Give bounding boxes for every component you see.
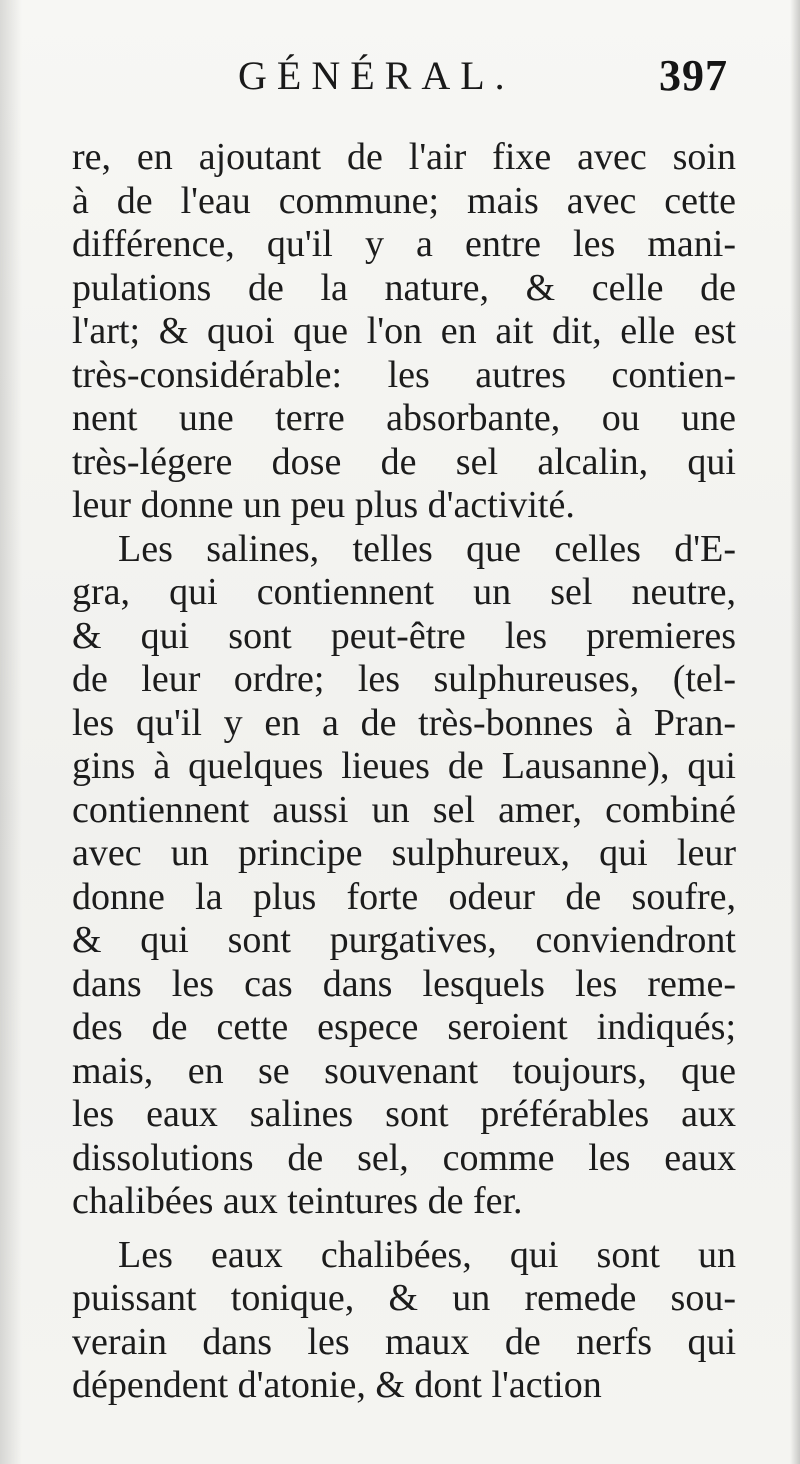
paragraph-gap [72,1224,736,1234]
text-line: très-considérable: les autres contien- [72,353,736,396]
text-line: dépendent d'atonie, & dont l'action [72,1364,602,1406]
text-line: leur donne un peu plus d'activité. [72,484,575,526]
running-head: GÉNÉRAL. [238,53,515,98]
text-line: pulations de la nature, & celle de [72,266,736,309]
text-line: gins à quelques lieues de Lausanne), qui [72,745,736,787]
text-line: contiennent aussi un sel amer, combiné [72,788,736,831]
text-line: dans les cas dans lesquels les reme- [72,962,736,1005]
body-text [72,136,736,1408]
text-line: gra, qui contiennent un sel neutre, [72,571,736,613]
text-line: puissant tonique, & un remede sou- [72,1277,736,1319]
text-line: les eaux salines sont préférables aux [72,1093,736,1135]
text-line: des de cette espece seroient indiqués; [72,1006,736,1048]
paragraph-start-line: Les salines, telles que celles d'E- [118,527,736,570]
text-line: & qui sont peut-être les premieres [72,614,736,657]
text-line: donne la plus forte odeur de soufre, [72,875,736,918]
page-header [0,52,800,112]
text-line: l'art; & quoi que l'on en ait dit, elle est [72,310,736,352]
text-line: avec un principe sulphureux, qui leur [72,832,736,874]
text-line: différence, qu'il y a entre les mani- [72,223,736,265]
text-line: & qui sont purgatives, conviendront [72,919,736,961]
paragraph-start-line: Les eaux chalibées, qui sont un [118,1233,736,1276]
text-line: mais, en se souvenant toujours, que [72,1049,736,1092]
text-line: très-légere dose de sel alcalin, qui [72,440,736,483]
text-line: de leur ordre; les sulphureuses, (tel- [72,658,736,700]
page-number: 397 [659,51,728,100]
text-line: chalibées aux teintures de fer. [72,1180,523,1222]
text-line: à de l'eau commune; mais avec cette [72,179,736,222]
text-line: verain dans les maux de nerfs qui [72,1320,736,1363]
text-line: les qu'il y en a de très-bonnes à Pran- [72,701,736,744]
text-line: re, en ajoutant de l'air fixe avec soin [72,136,736,178]
text-line: dissolutions de sel, comme les eaux [72,1136,736,1179]
text-line: nent une terre absorbante, ou une [72,397,736,439]
